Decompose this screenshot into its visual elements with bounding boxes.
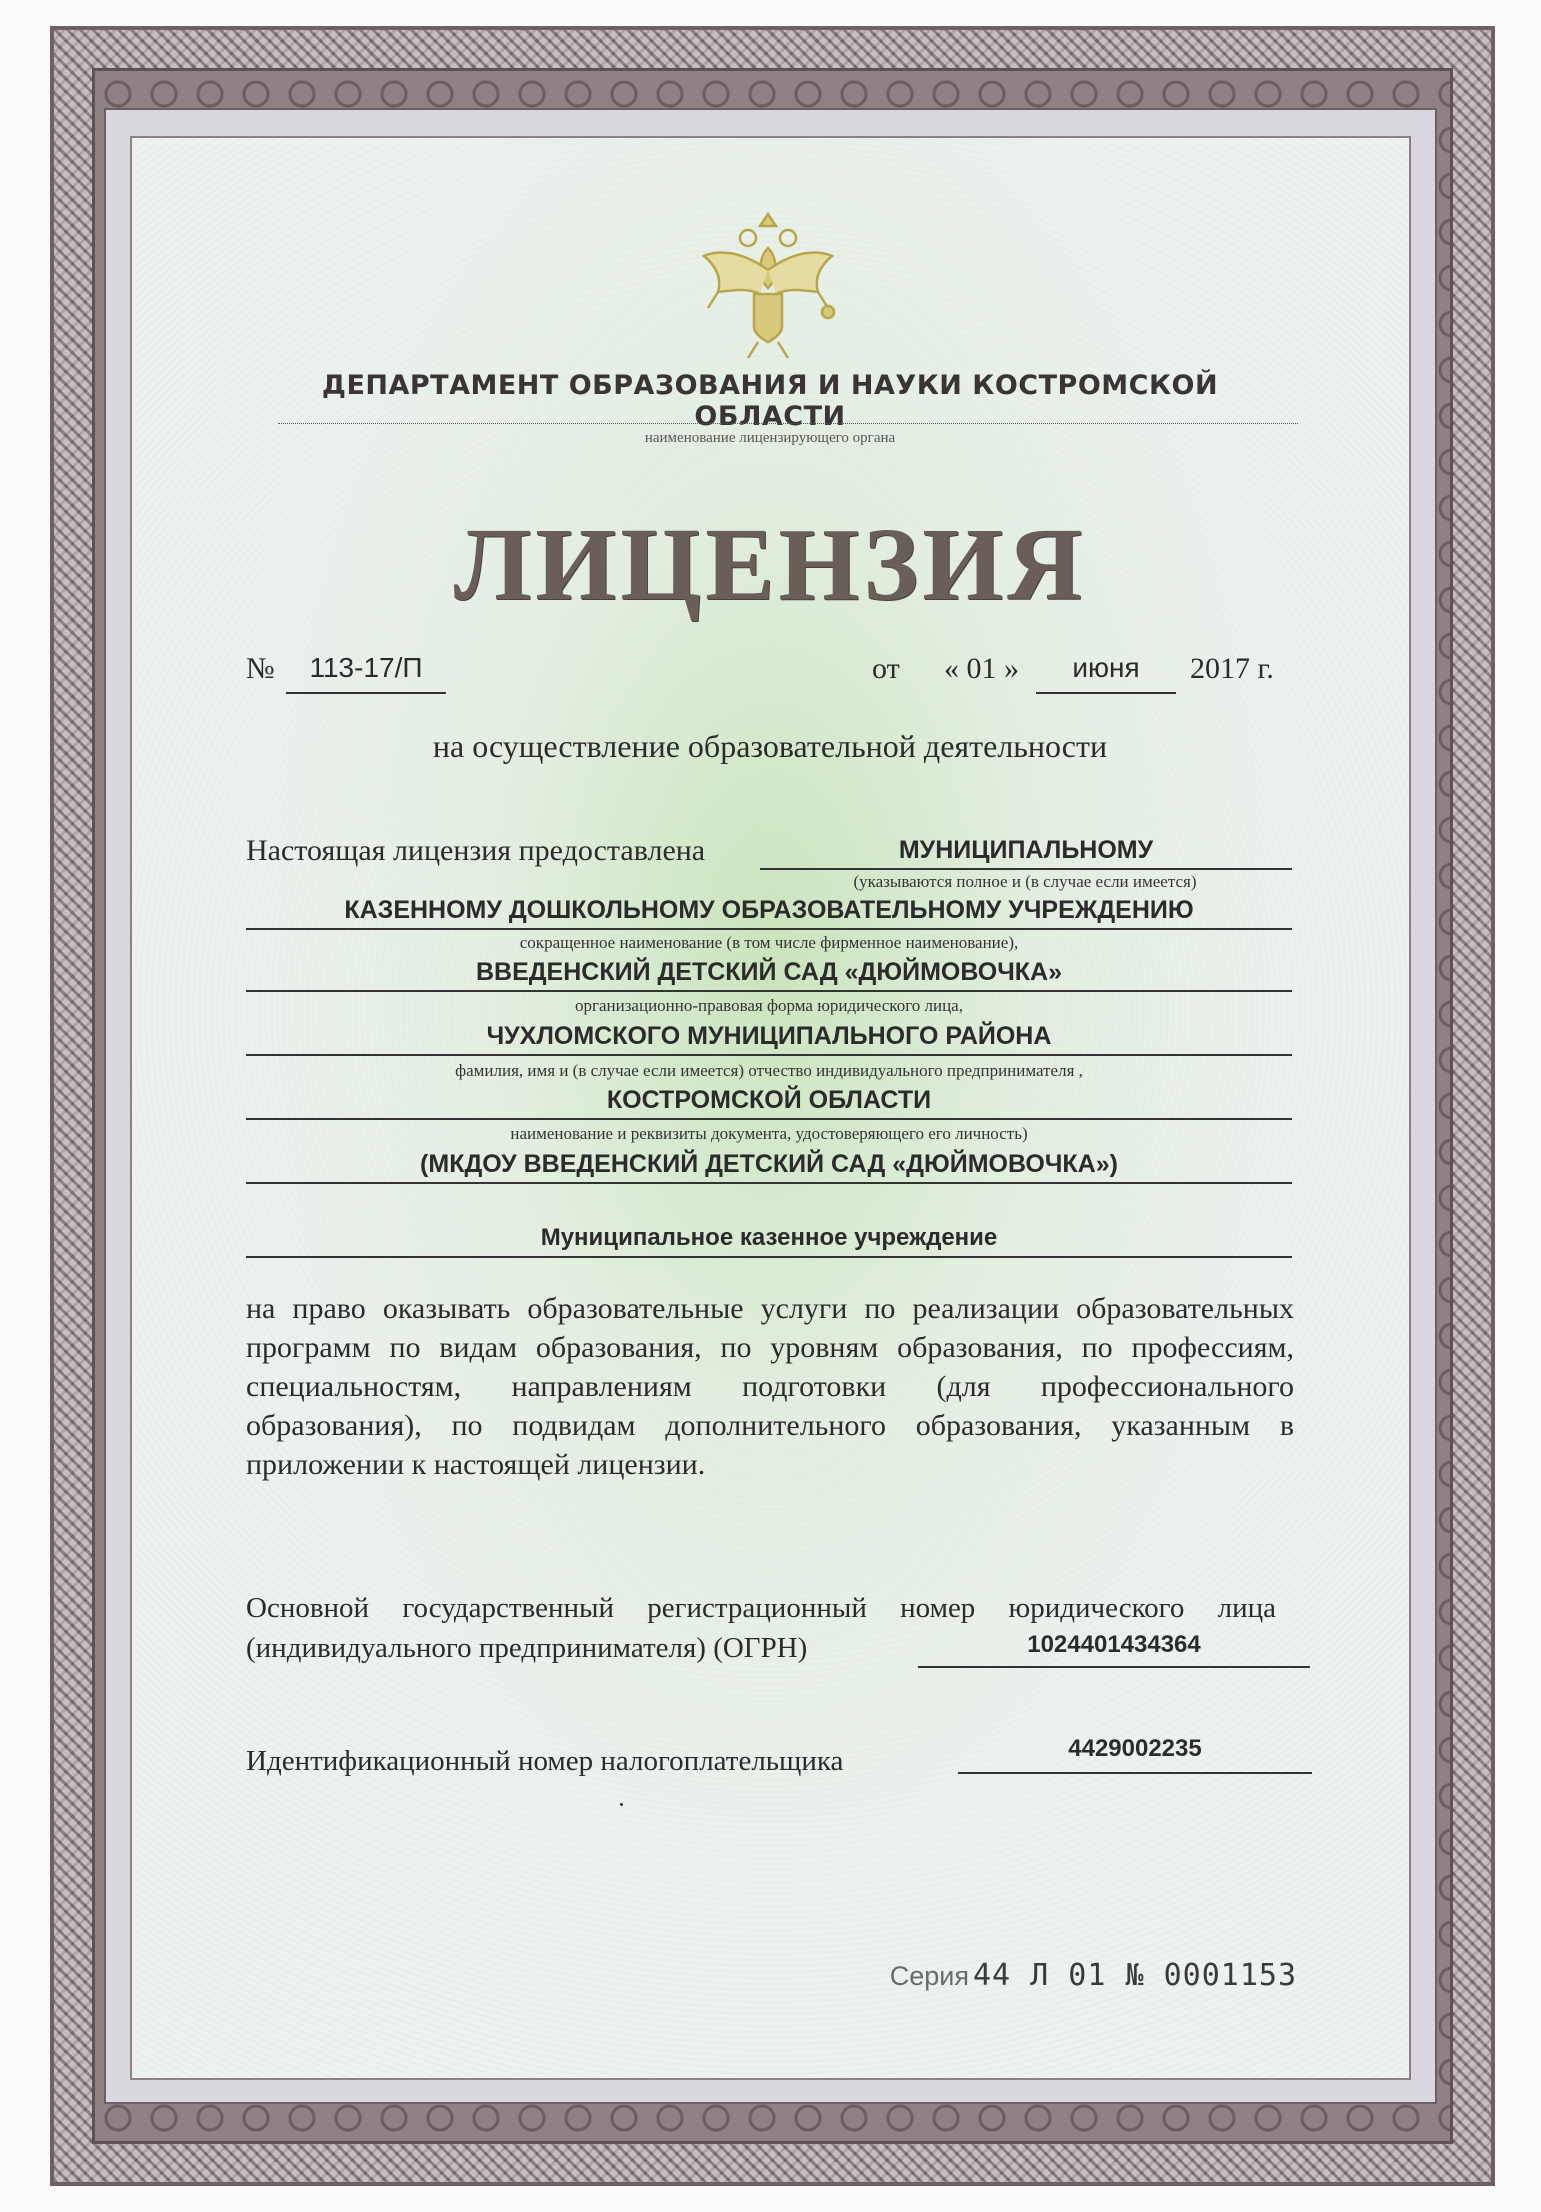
serial-number: [890, 1958, 1297, 1993]
grantee-line-6: (МКДОУ ВВЕДЕНСКИЙ ДЕТСКИЙ САД «ДЮЙМОВОЧКА»): [246, 1146, 1292, 1184]
grantee-caption-3: организационно-правовая форма юридического лица,: [575, 996, 963, 1015]
authority-rule: [278, 423, 1298, 424]
grantee-intro: Настоящая лицензия предоставлена: [246, 834, 706, 867]
number-sign: №: [246, 652, 275, 685]
license-rights-text: на право оказывать образовательные услуги по реализации образовательных программ по видам образования, по уровням образования, по профессиям, специальностям, направлениям подготовки (для профессионального образования), по подвидам дополнительного образования, указанным в приложении к настоящей лицензии.: [246, 1292, 1294, 1481]
serial-label: Серия: [889, 1961, 969, 1991]
inn-value: 4429002235: [958, 1732, 1312, 1774]
document-title: ЛИЦЕНЗИЯ: [453, 507, 1087, 622]
inn-label: Идентификационный номер налогоплательщика: [246, 1745, 844, 1777]
grantee-caption-5: наименование и реквизиты документа, удостоверяющего его личность): [510, 1124, 1028, 1143]
grantee-line-5: КОСТРОМСКОЙ ОБЛАСТИ: [246, 1082, 1292, 1120]
authority-caption: наименование лицензирующего органа: [644, 430, 896, 446]
license-number-row: [246, 652, 1286, 696]
grantee-line-3: ВВЕДЕНСКИЙ ДЕТСКИЙ САД «ДЮЙМОВОЧКА»: [246, 954, 1292, 992]
date-year: 2017 г.: [1190, 652, 1274, 685]
grantee-caption-1: (указываются полное и (в случае если имеется): [853, 872, 1197, 891]
license-number: 113-17/П: [286, 652, 446, 694]
grantee-caption-2: сокращенное наименование (в том числе фирменное наименование),: [519, 933, 1019, 952]
date-label: от: [872, 652, 900, 685]
grantee-line-4: ЧУХЛОМСКОГО МУНИЦИПАЛЬНОГО РАЙОНА: [246, 1018, 1292, 1056]
ogrn-value: 1024401434364: [918, 1628, 1310, 1668]
issuing-authority-name: ДЕПАРТАМЕНТ ОБРАЗОВАНИЯ И НАУКИ КОСТРОМСКОЙ ОБЛАСТИ: [321, 370, 1219, 432]
ogrn-label-line-2: (индивидуального предпринимателя) (ОГРН): [246, 1632, 808, 1664]
date-month: июня: [1036, 652, 1176, 694]
license-purpose: на осуществление образовательной деятельности: [432, 728, 1108, 764]
grantee-line-2: КАЗЕННОМУ ДОШКОЛЬНОМУ ОБРАЗОВАТЕЛЬНОМУ УЧРЕЖДЕНИЮ: [246, 892, 1292, 930]
eagle-emblem-icon: [688, 208, 848, 368]
date-day: « 01 »: [944, 652, 1019, 685]
grantee-line-7: Муниципальное казенное учреждение: [246, 1220, 1292, 1258]
grantee-line-1: МУНИЦИПАЛЬНОМУ: [760, 832, 1292, 870]
grantee-caption-4: фамилия, имя и (в случае если имеется) отчество индивидуального предпринимателя ,: [455, 1061, 1083, 1080]
ogrn-label-line-1: Основной государственный регистрационный номер юридического лица: [246, 1592, 1276, 1624]
stray-dot: [620, 1803, 623, 1806]
serial-value: 44 Л 01 № 0001153: [972, 1958, 1297, 1993]
